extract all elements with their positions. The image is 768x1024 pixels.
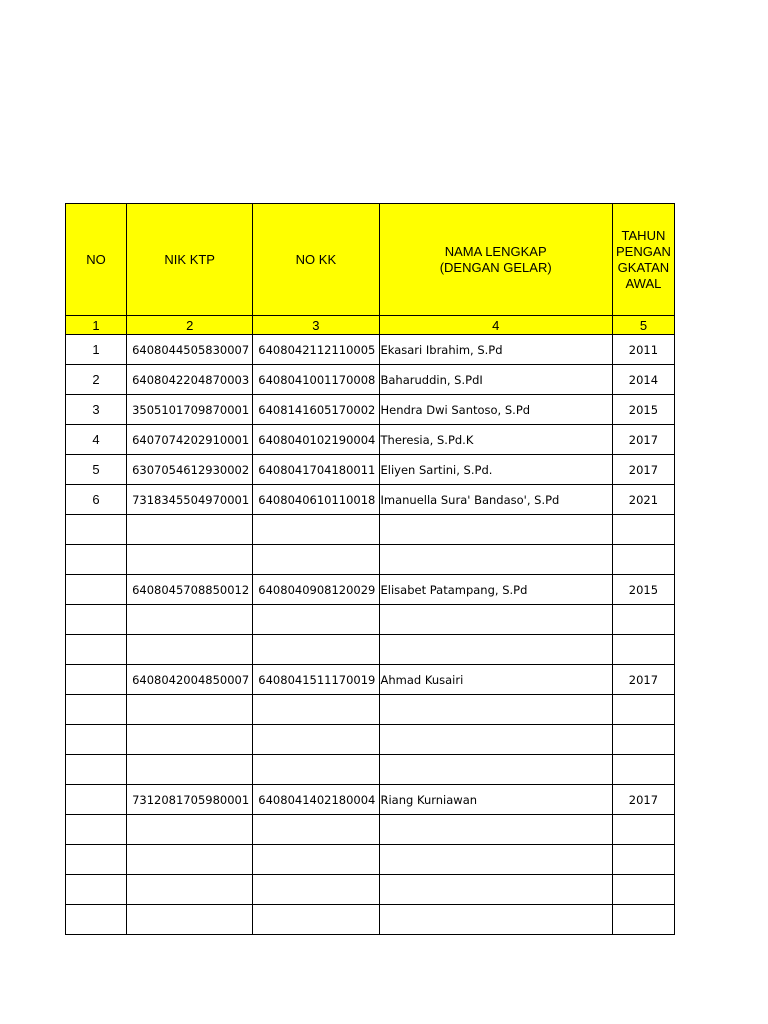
cell-kk[interactable]: 6408041511170019 [253, 665, 379, 695]
table-row [66, 725, 675, 755]
cell-nik[interactable] [127, 635, 253, 665]
column-number[interactable]: 2 [127, 316, 253, 335]
cell-no[interactable]: 6 [66, 485, 127, 515]
header-tahun-line2: PENGAN [615, 243, 671, 259]
cell-nik[interactable] [127, 815, 253, 845]
cell-tahun[interactable]: 2015 [612, 395, 674, 425]
cell-tahun[interactable] [612, 545, 674, 575]
cell-no[interactable] [66, 755, 127, 785]
cell-nik[interactable]: 6307054612930002 [127, 455, 253, 485]
cell-nama[interactable]: Ahmad Kusairi [379, 665, 612, 695]
cell-no[interactable] [66, 665, 127, 695]
table-row [66, 755, 675, 785]
cell-nik[interactable]: 6408045708850012 [127, 575, 253, 605]
cell-nama[interactable] [379, 875, 612, 905]
cell-tahun[interactable] [612, 755, 674, 785]
column-number[interactable]: 4 [379, 316, 612, 335]
cell-nama[interactable]: Theresia, S.Pd.K [379, 425, 612, 455]
cell-nik[interactable] [127, 875, 253, 905]
cell-nama[interactable] [379, 605, 612, 635]
cell-kk[interactable] [253, 635, 379, 665]
data-table [65, 203, 675, 935]
cell-kk[interactable]: 6408040610110018 [253, 485, 379, 515]
cell-nama[interactable] [379, 725, 612, 755]
cell-nik[interactable]: 6408042004850007 [127, 665, 253, 695]
cell-no[interactable] [66, 785, 127, 815]
cell-no[interactable]: 4 [66, 425, 127, 455]
table-row [66, 335, 675, 365]
cell-kk[interactable] [253, 815, 379, 845]
cell-nama[interactable] [379, 545, 612, 575]
cell-tahun[interactable]: 2017 [612, 425, 674, 455]
cell-no[interactable] [66, 815, 127, 845]
cell-no[interactable] [66, 515, 127, 545]
cell-nik[interactable] [127, 545, 253, 575]
cell-tahun[interactable]: 2017 [612, 785, 674, 815]
cell-nama[interactable] [379, 905, 612, 935]
cell-no[interactable]: 3 [66, 395, 127, 425]
cell-kk[interactable]: 6408041704180011 [253, 455, 379, 485]
cell-no[interactable] [66, 575, 127, 605]
cell-nama[interactable]: Imanuella Sura' Bandaso', S.Pd [379, 485, 612, 515]
cell-nik[interactable] [127, 905, 253, 935]
header-tahun[interactable] [612, 204, 674, 316]
table-row [66, 905, 675, 935]
cell-nama[interactable] [379, 845, 612, 875]
column-number[interactable]: 3 [253, 316, 379, 335]
cell-nik[interactable] [127, 695, 253, 725]
cell-nama[interactable]: Baharuddin, S.PdI [379, 365, 612, 395]
cell-no[interactable]: 2 [66, 365, 127, 395]
cell-kk[interactable]: 6408040102190004 [253, 425, 379, 455]
table-row [66, 365, 675, 395]
cell-kk[interactable]: 6408141605170002 [253, 395, 379, 425]
cell-nik[interactable]: 3505101709870001 [127, 395, 253, 425]
cell-tahun[interactable] [612, 845, 674, 875]
header-row [66, 204, 675, 316]
header-nama[interactable] [379, 204, 612, 316]
cell-no[interactable]: 1 [66, 335, 127, 365]
cell-no[interactable] [66, 845, 127, 875]
cell-no[interactable] [66, 875, 127, 905]
cell-no[interactable] [66, 725, 127, 755]
cell-nama[interactable]: Eliyen Sartini, S.Pd. [379, 455, 612, 485]
cell-nama[interactable]: Riang Kurniawan [379, 785, 612, 815]
cell-kk[interactable] [253, 515, 379, 545]
cell-tahun[interactable]: 2014 [612, 365, 674, 395]
table-row [66, 605, 675, 635]
cell-kk[interactable] [253, 875, 379, 905]
column-number[interactable]: 5 [612, 316, 674, 335]
cell-kk[interactable]: 6408041001170008 [253, 365, 379, 395]
header-nama-line2: (DENGAN GELAR) [439, 259, 552, 275]
table-row [66, 575, 675, 605]
cell-tahun[interactable] [612, 905, 674, 935]
table-row [66, 455, 675, 485]
cell-tahun[interactable] [612, 725, 674, 755]
header-kk[interactable]: NO KK [253, 204, 379, 316]
cell-tahun[interactable]: 2015 [612, 575, 674, 605]
cell-nik[interactable]: 6408044505830007 [127, 335, 253, 365]
table-row [66, 485, 675, 515]
header-tahun-line4: AWAL [625, 275, 662, 291]
cell-kk[interactable]: 6408041402180004 [253, 785, 379, 815]
cell-no[interactable] [66, 695, 127, 725]
table-row [66, 875, 675, 905]
cell-nama[interactable] [379, 515, 612, 545]
table-row [66, 785, 675, 815]
cell-tahun[interactable]: 2011 [612, 335, 674, 365]
header-nama-line1: NAMA LENGKAP [444, 243, 547, 259]
table-row [66, 515, 675, 545]
cell-nik[interactable] [127, 755, 253, 785]
cell-tahun[interactable] [612, 605, 674, 635]
cell-tahun[interactable] [612, 815, 674, 845]
cell-nik[interactable]: 6407074202910001 [127, 425, 253, 455]
cell-nama[interactable]: Hendra Dwi Santoso, S.Pd [379, 395, 612, 425]
cell-nama[interactable] [379, 635, 612, 665]
cell-nama[interactable]: Elisabet Patampang, S.Pd [379, 575, 612, 605]
cell-nik[interactable] [127, 515, 253, 545]
cell-tahun[interactable]: 2021 [612, 485, 674, 515]
header-tahun-line1: TAHUN [621, 227, 666, 243]
cell-tahun[interactable]: 2017 [612, 455, 674, 485]
table-body [66, 335, 675, 935]
cell-tahun[interactable] [612, 515, 674, 545]
table-row [66, 425, 675, 455]
cell-kk[interactable] [253, 755, 379, 785]
table-row [66, 635, 675, 665]
cell-tahun[interactable]: 2017 [612, 665, 674, 695]
table-row [66, 545, 675, 575]
table-row [66, 665, 675, 695]
cell-nik[interactable] [127, 845, 253, 875]
column-number[interactable]: 1 [66, 316, 127, 335]
column-number-row [66, 316, 675, 335]
table-row [66, 815, 675, 845]
cell-tahun[interactable] [612, 695, 674, 725]
cell-kk[interactable] [253, 905, 379, 935]
cell-kk[interactable] [253, 845, 379, 875]
cell-tahun[interactable] [612, 635, 674, 665]
cell-kk[interactable]: 6408042112110005 [253, 335, 379, 365]
cell-nik[interactable]: 7312081705980001 [127, 785, 253, 815]
cell-kk[interactable] [253, 545, 379, 575]
cell-tahun[interactable] [612, 875, 674, 905]
cell-nama[interactable] [379, 695, 612, 725]
cell-nik[interactable]: 7318345504970001 [127, 485, 253, 515]
cell-kk[interactable] [253, 725, 379, 755]
cell-kk[interactable]: 6408040908120029 [253, 575, 379, 605]
header-no[interactable]: NO [66, 204, 127, 316]
header-tahun-line3: GKATAN [617, 259, 670, 275]
cell-kk[interactable] [253, 695, 379, 725]
cell-kk[interactable] [253, 605, 379, 635]
cell-nama[interactable] [379, 815, 612, 845]
table-row [66, 395, 675, 425]
cell-nik[interactable] [127, 725, 253, 755]
cell-nik[interactable] [127, 605, 253, 635]
table-row [66, 845, 675, 875]
cell-nama[interactable]: Ekasari Ibrahim, S.Pd [379, 335, 612, 365]
table-row [66, 695, 675, 725]
cell-nik[interactable]: 6408042204870003 [127, 365, 253, 395]
cell-no[interactable] [66, 605, 127, 635]
header-nik[interactable]: NIK KTP [127, 204, 253, 316]
cell-no[interactable]: 5 [66, 455, 127, 485]
cell-no[interactable] [66, 635, 127, 665]
cell-no[interactable] [66, 905, 127, 935]
cell-no[interactable] [66, 545, 127, 575]
cell-nama[interactable] [379, 755, 612, 785]
